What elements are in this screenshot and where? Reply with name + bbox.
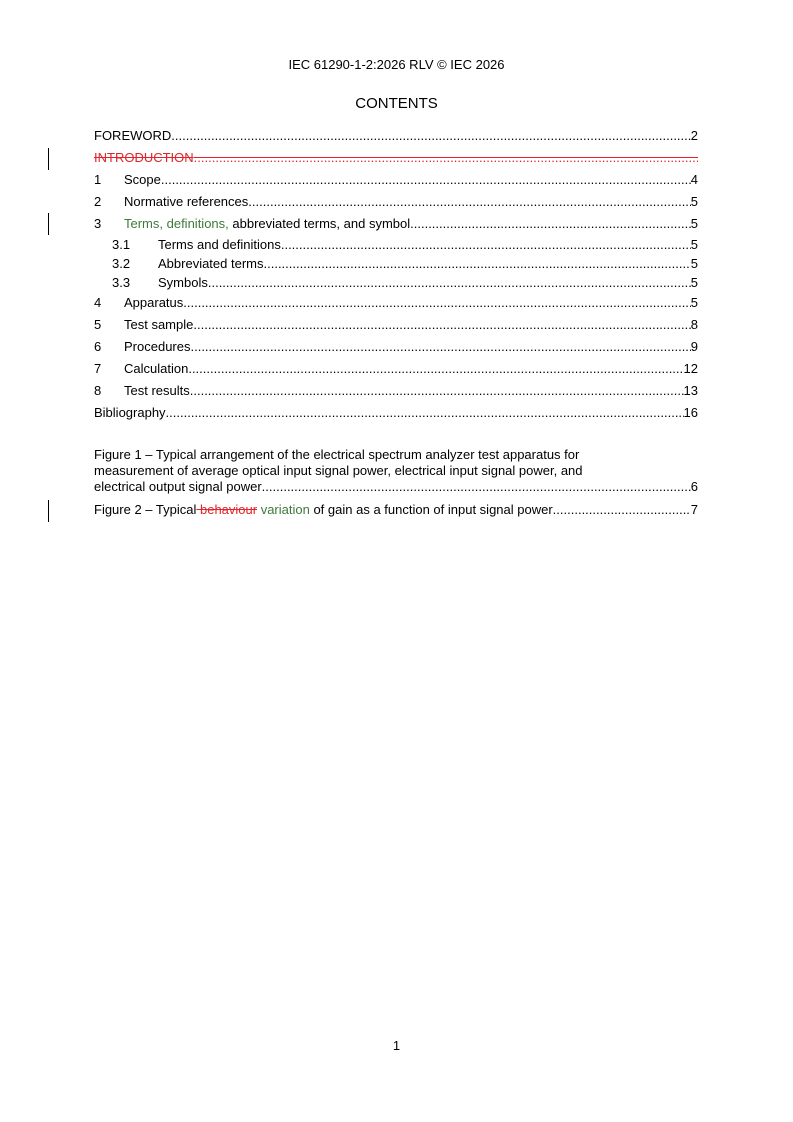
figure-2-prefix: Figure 2 – Typical <box>94 502 197 517</box>
contents-title: CONTENTS <box>355 95 438 112</box>
toc-entry-introduction-deleted[interactable] <box>94 147 698 169</box>
dot-leader <box>188 358 683 380</box>
toc-number: 3.2 <box>112 256 131 271</box>
dot-leader <box>248 191 690 213</box>
toc-number: 2 <box>94 194 102 209</box>
toc-entry-terms-and-definitions[interactable] <box>94 235 698 254</box>
dot-leader <box>190 380 684 402</box>
figure-1-title-end: electrical output signal power <box>94 479 262 494</box>
figure-2-page: 7 <box>690 502 698 517</box>
toc-page: 5 <box>690 295 698 310</box>
dot-leader <box>281 235 691 254</box>
change-bar-figure-2 <box>48 500 49 522</box>
toc-number: 7 <box>94 361 102 376</box>
toc-entry-abbreviated-terms[interactable] <box>94 254 698 273</box>
toc-title: Test results <box>124 383 190 398</box>
page-header: IEC 61290-1-2:2026 RLV © IEC 2026 <box>288 57 505 72</box>
toc-entry-normative-references[interactable] <box>94 191 698 213</box>
toc-number: 3.1 <box>112 237 131 252</box>
toc-page: 2 <box>690 128 698 143</box>
dot-leader <box>194 147 698 169</box>
toc-page: 5 <box>690 194 698 209</box>
toc-number: 4 <box>94 295 102 310</box>
toc-page: 5 <box>690 216 698 231</box>
toc-page: 8 <box>690 317 698 332</box>
toc-number: 8 <box>94 383 102 398</box>
figure-1-line-1: Figure 1 – Typical arrangement of the electrical spectrum analyzer test apparatus for <box>94 447 580 462</box>
toc-number: 3.3 <box>112 275 131 290</box>
table-of-contents <box>94 125 698 424</box>
toc-title: Scope <box>124 172 161 187</box>
figure-2-suffix: of gain as a function of input signal power <box>309 502 553 517</box>
toc-entry-symbols[interactable] <box>94 273 698 292</box>
toc-entry-foreword[interactable] <box>94 125 698 147</box>
figure-2-entry[interactable] <box>94 502 698 518</box>
dot-leader <box>171 125 690 147</box>
toc-number: 6 <box>94 339 102 354</box>
dot-leader <box>193 314 690 336</box>
dot-leader <box>264 254 691 273</box>
toc-entry-terms[interactable] <box>94 213 698 235</box>
toc-number: 3 <box>94 216 102 231</box>
toc-title: Normative references <box>124 194 249 209</box>
change-bar-terms <box>48 213 49 235</box>
toc-page: 5 <box>690 256 698 271</box>
figure-1-page: 6 <box>690 479 698 494</box>
toc-title: Bibliography <box>94 405 166 420</box>
toc-title: Abbreviated terms <box>158 256 264 271</box>
toc-entry-bibliography[interactable] <box>94 402 698 424</box>
figure-1-line-3 <box>94 479 698 495</box>
figure-1-entry[interactable] <box>94 447 698 495</box>
figure-1-line-2: measurement of average optical input signal power, electrical input signal power, and <box>94 463 583 478</box>
deleted-text: behaviour <box>196 502 258 517</box>
toc-number: 5 <box>94 317 102 332</box>
added-text: variation <box>257 502 310 517</box>
toc-page: 5 <box>690 275 698 290</box>
toc-entry-test-sample[interactable] <box>94 314 698 336</box>
dot-leader <box>166 402 684 424</box>
page-number: 1 <box>392 1038 401 1053</box>
toc-title: Apparatus <box>124 295 184 310</box>
title-text: abbreviated terms, and symbol <box>228 216 411 231</box>
toc-page: 4 <box>690 172 698 187</box>
toc-page: 5 <box>690 237 698 252</box>
toc-title: FOREWORD <box>94 128 172 143</box>
toc-title: Terms and definitions <box>158 237 281 252</box>
toc-page: 16 <box>683 405 698 420</box>
dot-leader <box>161 169 691 191</box>
toc-title: Test sample <box>124 317 194 332</box>
toc-entry-apparatus[interactable] <box>94 292 698 314</box>
dot-leader <box>190 336 690 358</box>
toc-page: 9 <box>690 339 698 354</box>
dot-leader <box>183 292 691 314</box>
toc-page: 12 <box>683 361 698 376</box>
dot-leader <box>410 213 691 235</box>
toc-title: Calculation <box>124 361 189 376</box>
toc-title: Symbols <box>158 275 208 290</box>
dot-leader <box>262 479 691 495</box>
toc-title <box>124 213 410 235</box>
toc-entry-test-results[interactable] <box>94 380 698 402</box>
toc-entry-procedures[interactable] <box>94 336 698 358</box>
dot-leader <box>208 273 691 292</box>
toc-entry-calculation[interactable] <box>94 358 698 380</box>
list-of-figures <box>94 447 698 518</box>
toc-number: 1 <box>94 172 102 187</box>
change-bar-introduction <box>48 148 49 170</box>
toc-entry-scope[interactable] <box>94 169 698 191</box>
dot-leader <box>553 502 691 518</box>
toc-page: 13 <box>683 383 698 398</box>
added-text: Terms, definitions, <box>124 216 229 231</box>
toc-title: INTRODUCTION <box>94 150 194 165</box>
toc-title: Procedures <box>124 339 191 354</box>
figure-2-title <box>94 502 553 518</box>
